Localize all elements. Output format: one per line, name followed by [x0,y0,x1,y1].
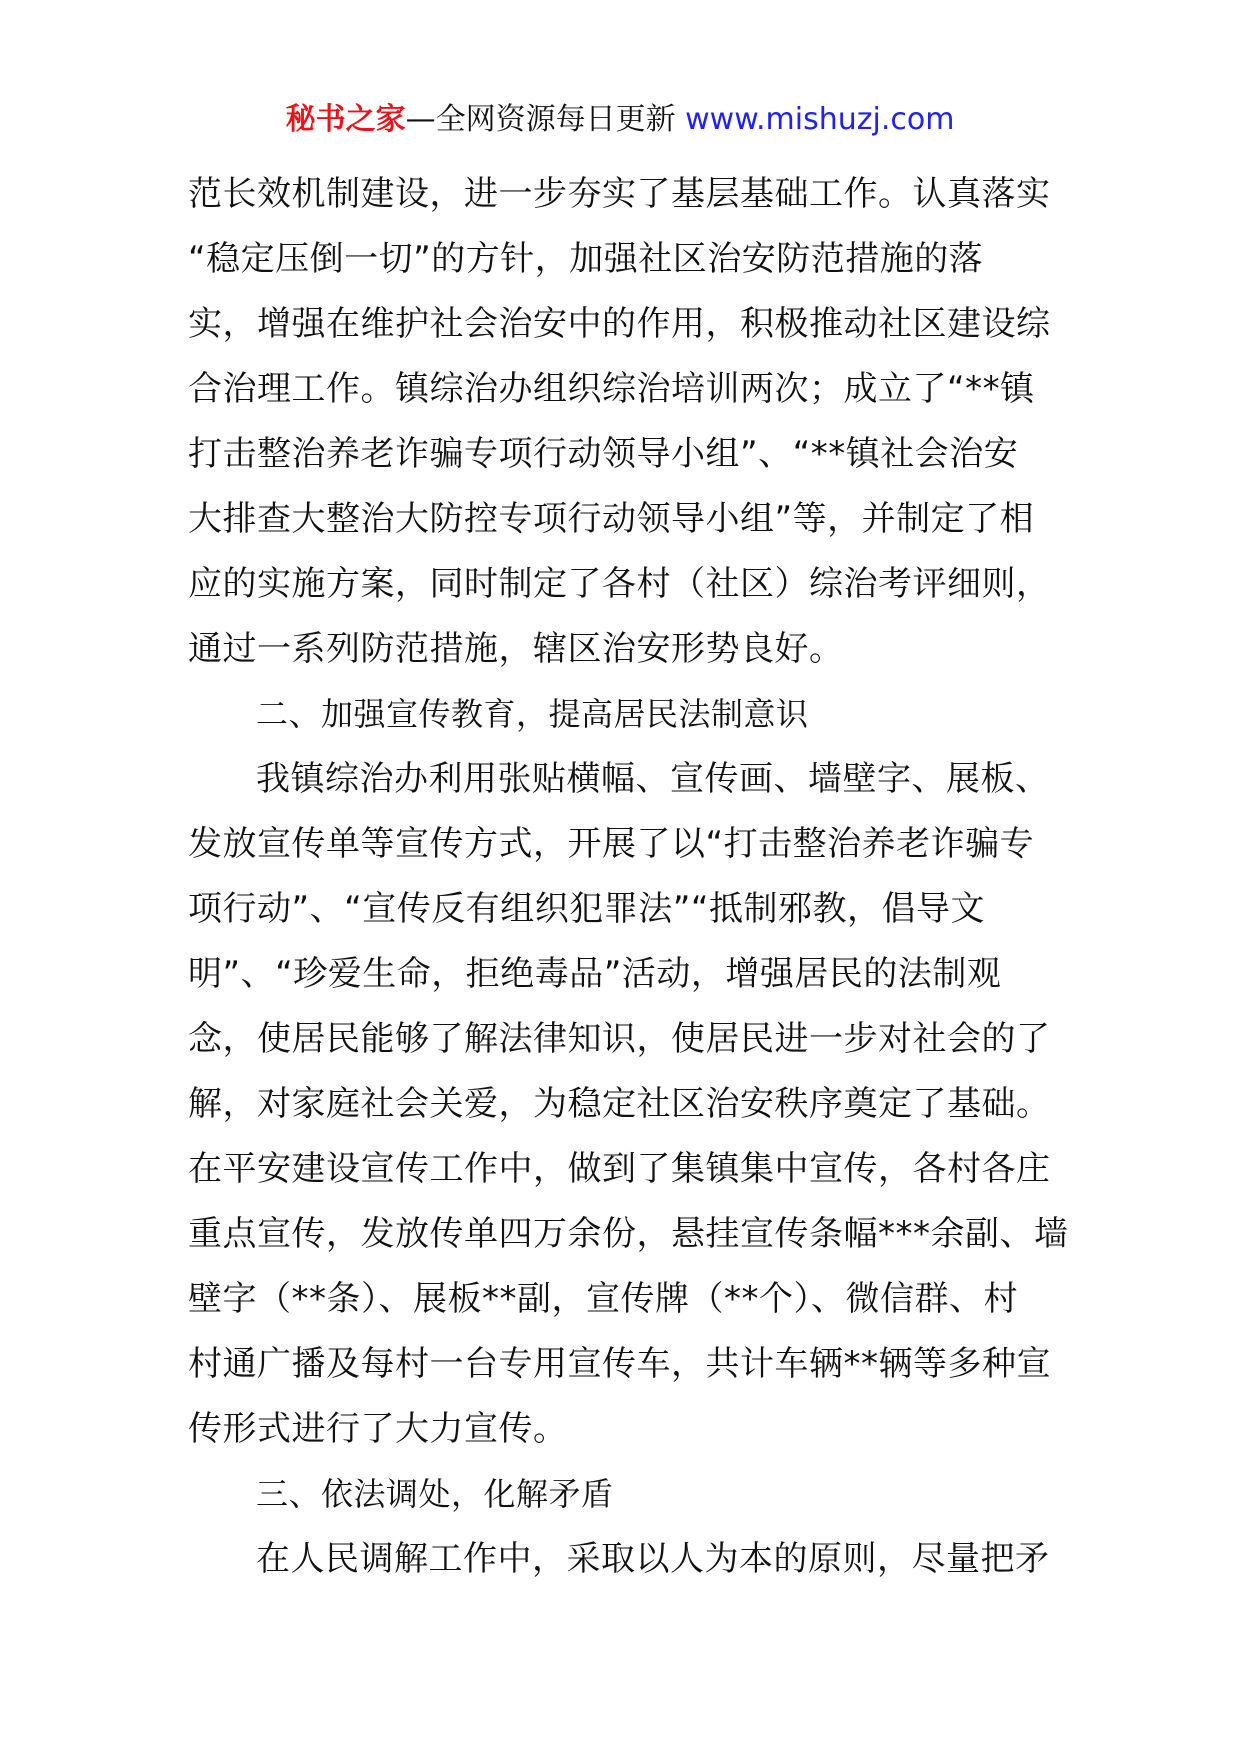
brand-name: 秘书之家 [285,102,406,137]
section-heading: 三、依法调处，化解矛盾 [256,1475,614,1513]
paragraph-line: 应的实施方案，同时制定了各村（社区）综治考评细则， [188,564,1051,604]
paragraph-line: 重点宣传，发放传单四万余份，悬挂宣传条幅***余副、墙 [188,1214,1069,1254]
paragraph-line: 解，对家庭社会关爱，为稳定社区治安秩序奠定了基础。 [188,1084,1051,1124]
paragraph-line: 明”、“珍爱生命，拒绝毒品”活动，增强居民的法制观 [188,954,1002,994]
section-heading: 二、加强宣传教育，提高居民法制意识 [256,695,809,733]
paragraph-line: 实，增强在维护社会治安中的作用，积极推动社区建设综 [188,304,1051,344]
paragraph-line: 合治理工作。镇综治办组织综治培训两次；成立了“**镇 [188,369,1035,409]
paragraph-line: 发放宣传单等宣传方式，开展了以“打击整治养老诈骗专 [188,824,1035,864]
paragraph-line: 打击整治养老诈骗专项行动领导小组”、“**镇社会治安 [188,434,1019,474]
paragraph-line: 传形式进行了大力宣传。 [188,1409,568,1449]
paragraph-line: 村通广播及每村一台专用宣传车，共计车辆**辆等多种宣 [188,1344,1051,1384]
document-body [188,162,1069,1592]
paragraph-line: 念，使居民能够了解法律知识，使居民进一步对社会的了 [188,1019,1051,1059]
paragraph-line: 项行动”、“宣传反有组织犯罪法”“抵制邪教，倡导文 [188,889,985,929]
header-tagline: —全网资源每日更新 [405,102,676,137]
paragraph-line: “稳定压倒一切”的方针，加强社区治安防范措施的落 [188,239,984,279]
paragraph-line: 通过一系列防范措施，辖区治安形势良好。 [188,629,844,669]
paragraph-line: 大排查大整治大防控专项行动领导小组”等，并制定了相 [188,499,1035,539]
paragraph-line: 在平安建设宣传工作中，做到了集镇集中宣传，各村各庄 [188,1149,1051,1189]
site-header [0,100,1240,140]
site-url-link[interactable]: www.mishuzj.com [685,102,955,137]
paragraph-line: 在人民调解工作中，采取以人为本的原则，尽量把矛 [256,1539,1050,1579]
paragraph-line: 壁字（**条）、展板**副，宣传牌（**个）、微信群、村 [188,1279,1018,1319]
paragraph-line: 范长效机制建设，进一步夯实了基层基础工作。认真落实 [188,174,1051,214]
paragraph-line: 我镇综治办利用张贴横幅、宣传画、墙壁字、展板、 [256,759,1050,799]
